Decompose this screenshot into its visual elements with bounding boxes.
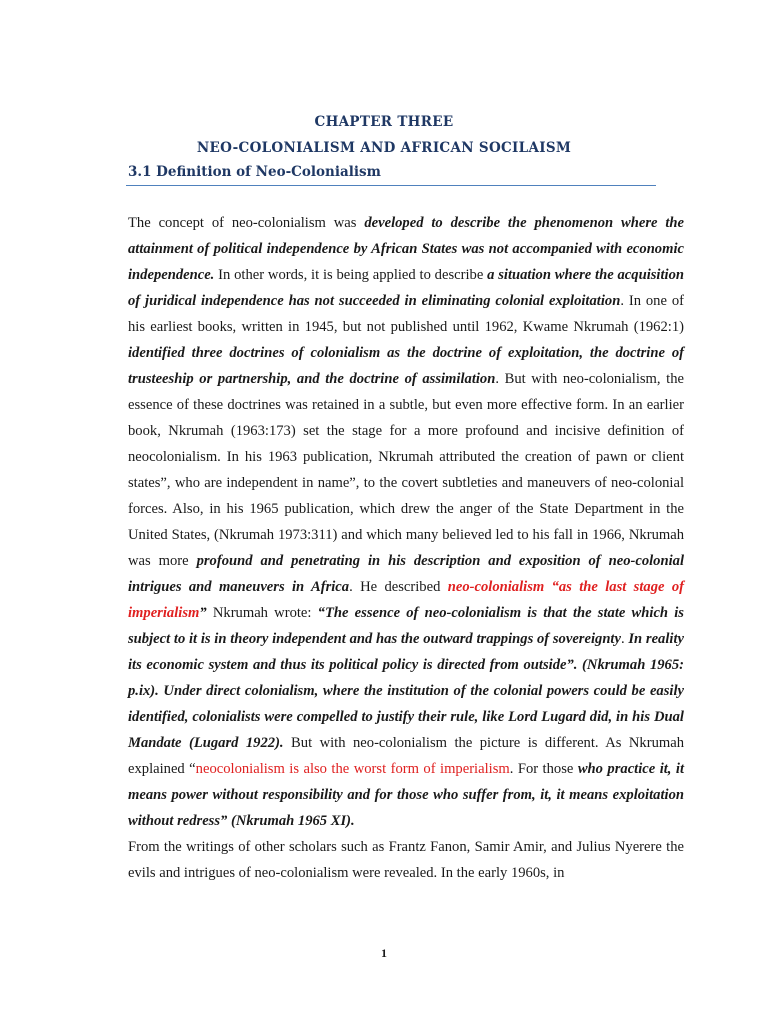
paragraph-1 — [128, 210, 684, 834]
body-text — [128, 210, 684, 886]
chapter-title: CHAPTER THREE — [314, 114, 454, 130]
text-run: “The essence of neo-colonialism is that the state which is subject to it is in theory independent and has the outward trappings of sovereignty — [128, 605, 684, 647]
text-run: identified three doctrines of colonialism as the doctrine of exploitation, the doctrine of trusteeship or partnership, and the doctrine of assimilation — [128, 345, 684, 387]
text-run: ” — [199, 605, 207, 621]
text-run: . For those — [509, 761, 578, 777]
paragraph-2: From the writings of other scholars such as Frantz Fanon, Samir Amir, and Julius Nyerere the evils and intrigues of neo-colonialism were revealed. In the early 1960s, in — [128, 839, 684, 881]
text-run: neocolonialism is also the worst form of imperialism — [195, 761, 510, 777]
text-run: In reality its economic system and thus its political policy is directed from outside”. (Nkrumah 1965: p.ix). Under direct colonialism, where the institution of the colonial powers could be easily identified, colonialists were compelled to justify their rule, like Lord Lugard did, in his Dual Mandate (Lugard 1922). — [128, 631, 684, 751]
text-run: . But with neo-colonialism, the essence of these doctrines was retained in a subtle, but even more effective form. In an earlier book, Nkrumah (1963:173) set the stage for a more profound and incisive definition of neocolonialism. In his 1963 publication, Nkrumah attributed the creation of pawn or client states”, who are independent in name”, to the covert subtleties and maneuvers of neo-colonial forces. Also, in his 1965 publication, which drew the anger of the State Department in the United States, (Nkrumah 1973:311) and which many believed led to his fall in 1966, Nkrumah was more — [128, 371, 684, 569]
text-run: Nkrumah wrote: — [206, 605, 318, 621]
text-run: . — [620, 631, 629, 647]
text-run: . In one of his earliest books, written in 1945, but not published until 1962, Kwame Nkrumah (1962:1) — [128, 293, 684, 335]
page-number: 1 — [381, 946, 387, 960]
section-divider — [126, 185, 656, 186]
text-run: But with neo-colonialism the picture is different. As Nkrumah explained “ — [128, 735, 684, 777]
text-run: neo-colonialism “as the last stage of imperialism — [128, 579, 684, 621]
text-run: a situation where the acquisition of juridical independence has not succeeded in eliminating colonial exploitation — [128, 267, 685, 309]
text-run: The concept of neo-colonialism was — [128, 215, 365, 231]
text-run: . He described — [349, 579, 448, 595]
section-heading: 3.1 Definition of Neo-Colonialism — [128, 164, 381, 180]
chapter-subtitle: NEO-COLONIALISM AND AFRICAN SOCILAISM — [196, 140, 572, 156]
text-run: profound and penetrating in his description and exposition of neo-colonial intrigues and maneuvers in Africa — [128, 553, 684, 595]
text-run: who practice it, it means power without responsibility and for those who suffer from, it, it means exploitation without redress” (Nkrumah 1965 XI). — [128, 761, 685, 829]
text-run: In other words, it is being applied to describe — [214, 267, 488, 283]
text-run: developed to describe the phenomenon where the attainment of political independence by African States was not accompanied with economic independence. — [128, 215, 685, 283]
